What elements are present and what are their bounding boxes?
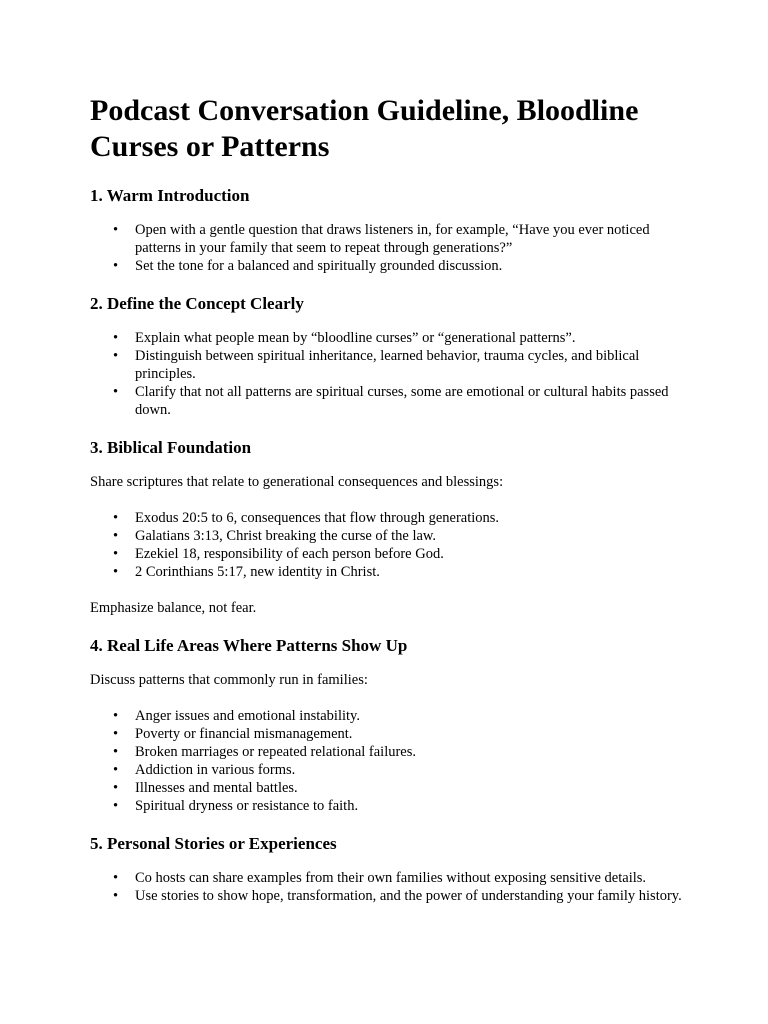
list-item-text: Distinguish between spiritual inheritance, learned behavior, trauma cycles, and biblical principles.	[135, 348, 640, 382]
list-item-text: Open with a gentle question that draws listeners in, for example, “Have you ever noticed patterns in your family that seem to repeat through generations?”	[135, 222, 650, 256]
section-warm-introduction	[90, 185, 690, 275]
list-item	[90, 221, 690, 257]
bullet-icon: •	[113, 510, 119, 526]
bullet-list	[90, 869, 690, 905]
list-item-text: Poverty or financial mismanagement.	[135, 726, 353, 742]
list-item	[90, 761, 690, 779]
list-item	[90, 347, 690, 383]
bullet-list	[90, 509, 690, 581]
section-heading: 4. Real Life Areas Where Patterns Show Up	[90, 636, 408, 655]
bullet-icon: •	[113, 330, 119, 346]
bullet-icon: •	[113, 870, 119, 886]
list-item	[90, 797, 690, 815]
section-heading: 5. Personal Stories or Experiences	[90, 834, 337, 853]
list-item-text: Clarify that not all patterns are spiritual curses, some are emotional or cultural habits passed down.	[135, 384, 669, 418]
list-item	[90, 527, 690, 545]
list-item	[90, 887, 690, 905]
bullet-icon: •	[113, 888, 119, 904]
section-biblical-foundation	[90, 437, 690, 617]
section-personal-stories	[90, 833, 690, 905]
list-item-text: Exodus 20:5 to 6, consequences that flow through generations.	[135, 510, 500, 526]
bullet-icon: •	[113, 744, 119, 760]
list-item	[90, 545, 690, 563]
bullet-icon: •	[113, 546, 119, 562]
list-item-text: Set the tone for a balanced and spiritually grounded discussion.	[135, 258, 503, 274]
list-item-text: Use stories to show hope, transformation, and the power of understanding your family history.	[135, 888, 682, 904]
bullet-list	[90, 329, 690, 419]
list-item	[90, 707, 690, 725]
bullet-list	[90, 707, 690, 815]
list-item-text: Galatians 3:13, Christ breaking the curse of the law.	[135, 528, 437, 544]
list-item-text: Spiritual dryness or resistance to faith.	[135, 798, 359, 814]
section-define-concept	[90, 293, 690, 419]
bullet-icon: •	[113, 798, 119, 814]
bullet-icon: •	[113, 708, 119, 724]
list-item	[90, 257, 690, 275]
section-heading: 1. Warm Introduction	[90, 186, 250, 205]
document-page	[90, 93, 690, 923]
list-item	[90, 779, 690, 797]
section-outro: Emphasize balance, not fear.	[90, 600, 257, 616]
document-title: Podcast Conversation Guideline, Bloodline Curses or Patterns	[90, 94, 639, 163]
bullet-icon: •	[113, 222, 119, 238]
list-item-text: Ezekiel 18, responsibility of each person before God.	[135, 546, 444, 562]
bullet-icon: •	[113, 384, 119, 400]
list-item-text: Broken marriages or repeated relational failures.	[135, 744, 417, 760]
list-item	[90, 329, 690, 347]
bullet-icon: •	[113, 348, 119, 364]
list-item-text: Addiction in various forms.	[135, 762, 296, 778]
list-item-text: Illnesses and mental battles.	[135, 780, 298, 796]
section-heading: 3. Biblical Foundation	[90, 438, 252, 457]
section-intro: Share scriptures that relate to generational consequences and blessings:	[90, 474, 504, 490]
bullet-icon: •	[113, 780, 119, 796]
list-item	[90, 869, 690, 887]
list-item	[90, 743, 690, 761]
list-item-text: Anger issues and emotional instability.	[135, 708, 360, 724]
list-item	[90, 509, 690, 527]
bullet-icon: •	[113, 762, 119, 778]
list-item-text: Co hosts can share examples from their own families without exposing sensitive details.	[135, 870, 647, 886]
list-item	[90, 563, 690, 581]
list-item-text: 2 Corinthians 5:17, new identity in Christ.	[135, 564, 380, 580]
list-item	[90, 383, 690, 419]
bullet-icon: •	[113, 564, 119, 580]
bullet-icon: •	[113, 528, 119, 544]
bullet-list	[90, 221, 690, 275]
list-item	[90, 725, 690, 743]
bullet-icon: •	[113, 258, 119, 274]
list-item-text: Explain what people mean by “bloodline curses” or “generational patterns”.	[135, 330, 576, 346]
section-real-life-areas	[90, 635, 690, 815]
section-heading: 2. Define the Concept Clearly	[90, 294, 304, 313]
bullet-icon: •	[113, 726, 119, 742]
section-intro: Discuss patterns that commonly run in families:	[90, 672, 368, 688]
